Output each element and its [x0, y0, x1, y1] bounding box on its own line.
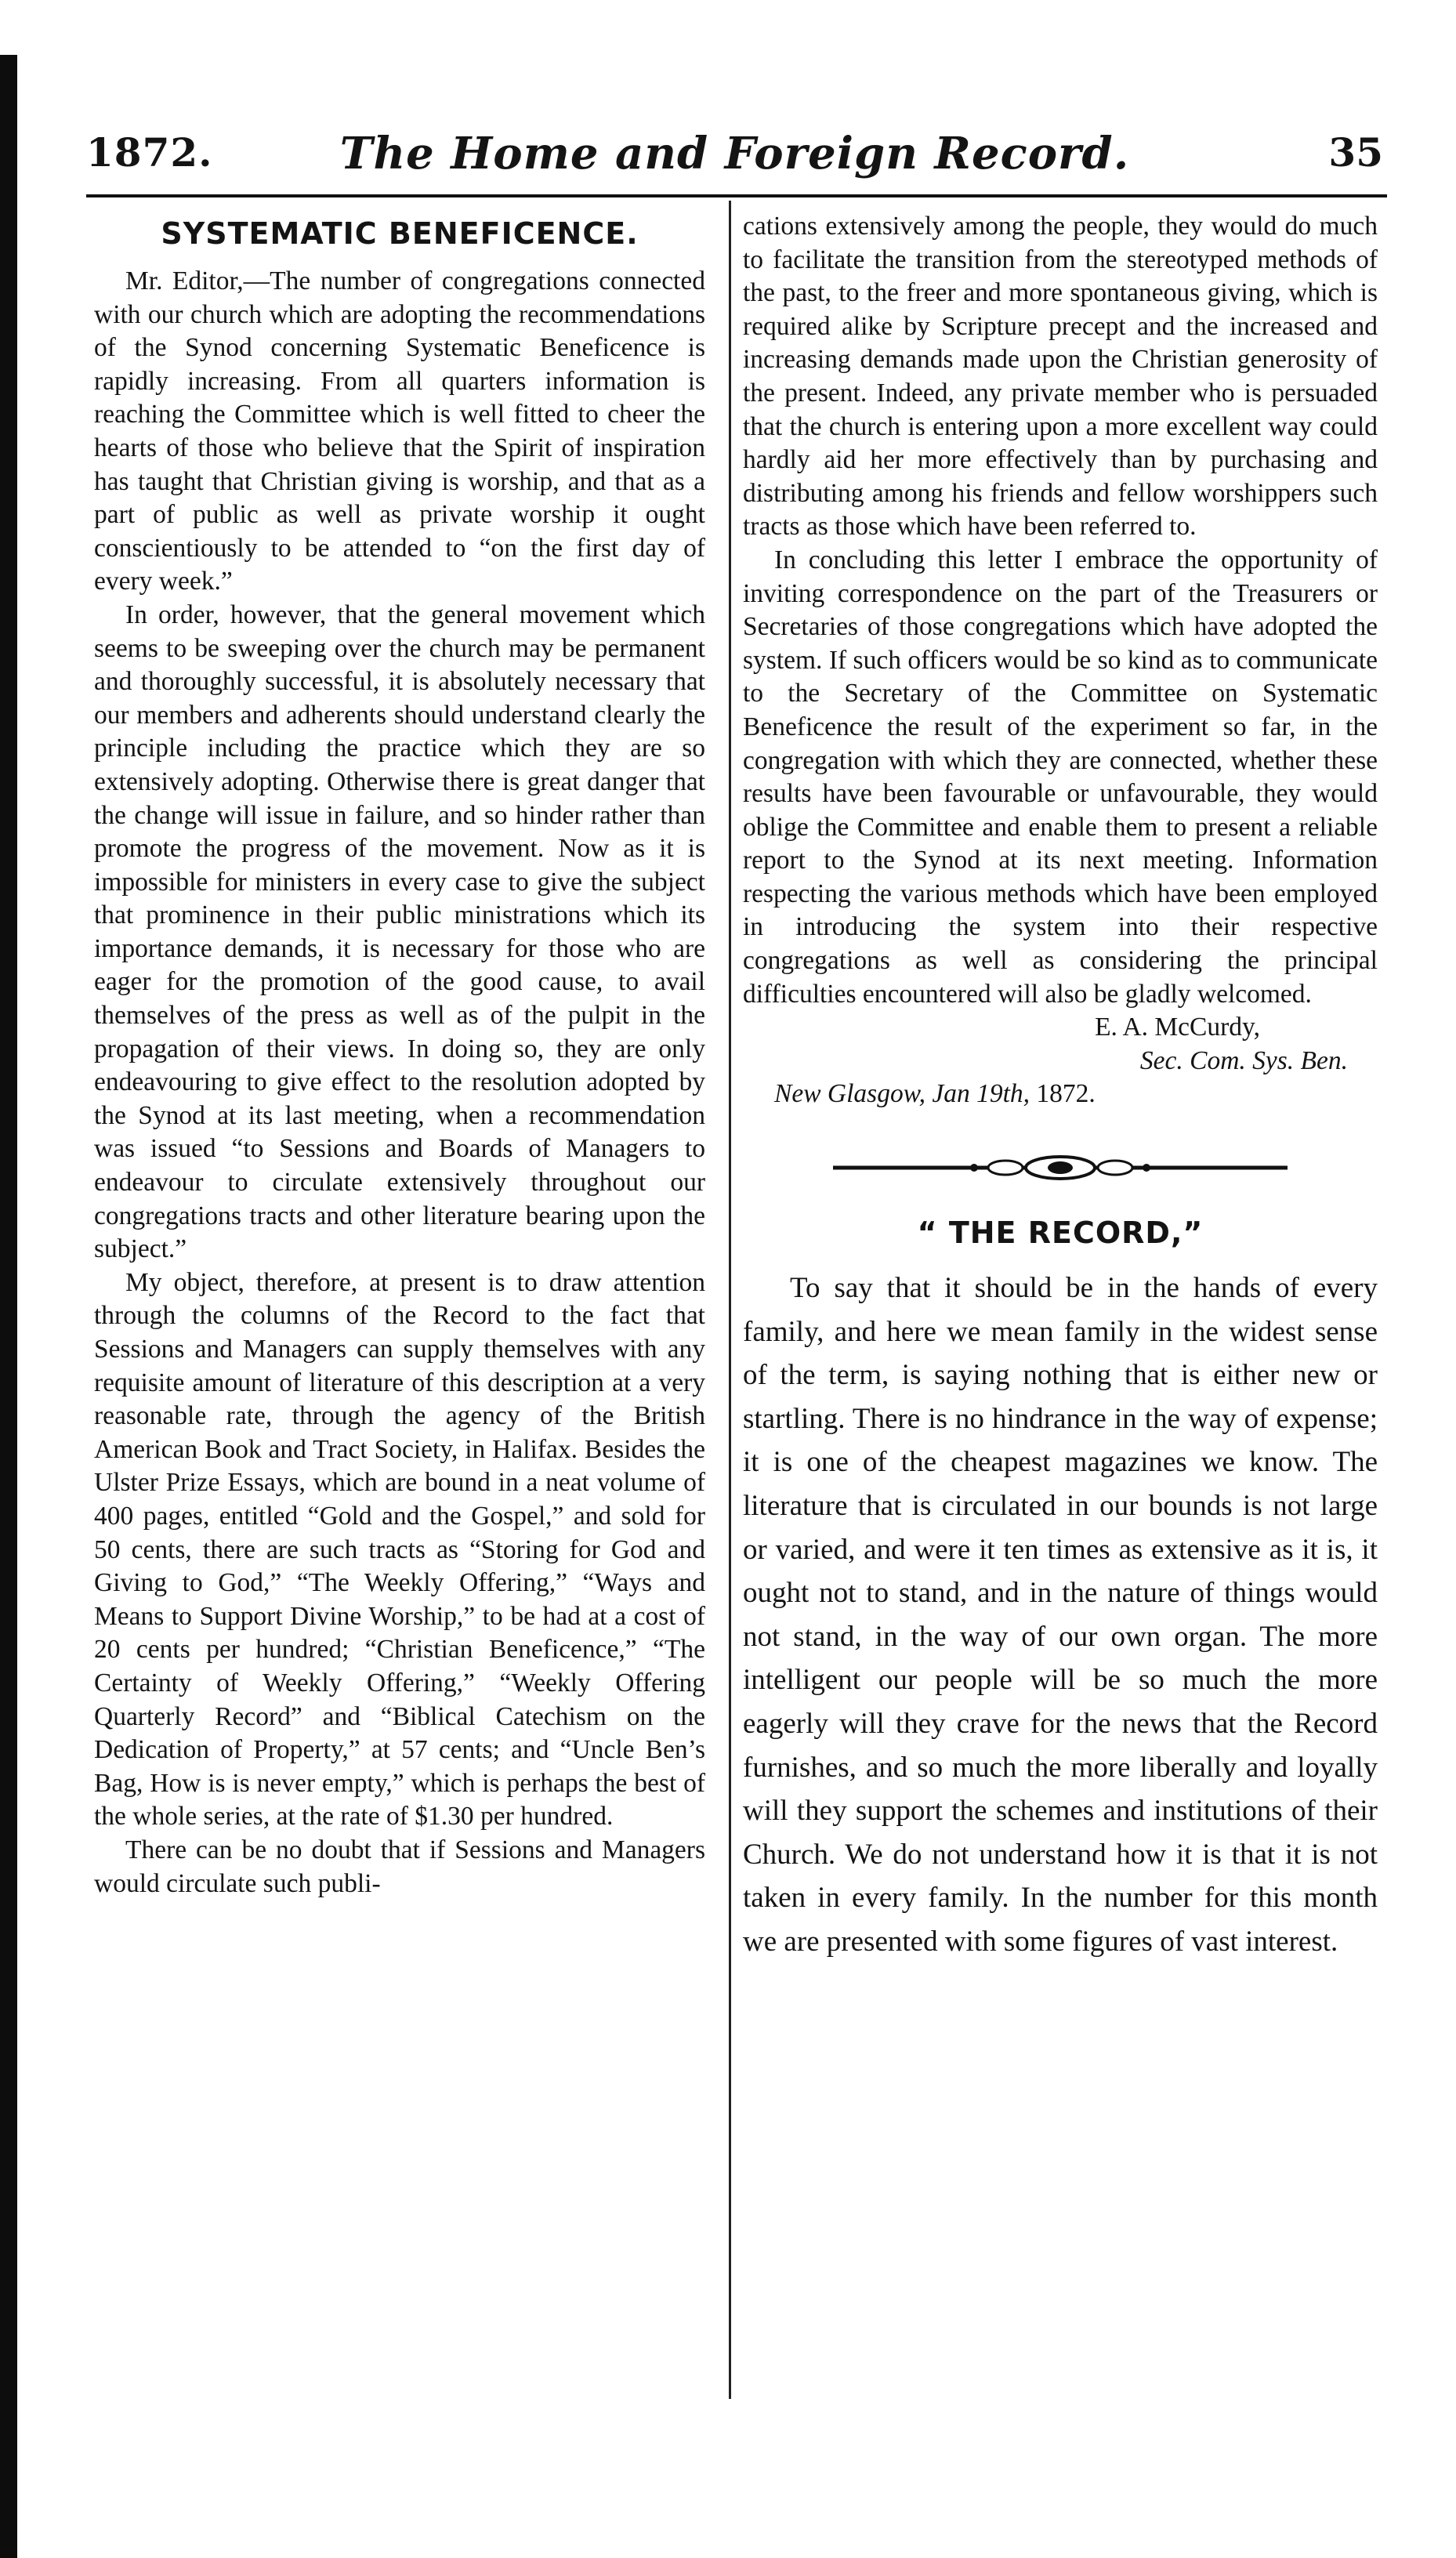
record-article-body	[743, 1266, 1378, 1964]
article-title: “ THE RECORD,”	[917, 1216, 1204, 1251]
column-divider	[729, 201, 731, 2399]
page-number: 35	[1328, 129, 1383, 176]
article-paragraph: My object, therefore, at present is to draw attention through the columns of the Record to the fact that Sessions and Managers can supply themselves with any requisite amount of literature of this description at a very reasonable rate, through the agency of the British American Book and Tract Society, in Halifax. Besides the Ulster Prize Essays, which are bound in a neat volume of 400 pages, entitled “Gold and the Gospel,” and sold for 50 cents, there are such tracts as “Storing for God and Giving to God,” “The Weekly Offering,” “Ways and Means to Support Divine Worship,” to be had at a cost of 20 cents per hundred; “Christian Beneficence,” “The Certainty of Weekly Offering,” “Weekly Offering Quarterly Record” and “Biblical Catechism on the Dedication of Property,” at 57 cents; and “Uncle Ben’s Bag, How is is never empty,” which is perhaps the best of the whole series, at the rate of $1.30 per hundred.	[94, 1267, 705, 1832]
binding-edge	[0, 55, 17, 2558]
header-rule	[86, 194, 1387, 197]
dateline-year: 1872.	[1036, 1079, 1096, 1109]
article-paragraph: In order, however, that the general movement which seems to be sweeping over the church may be permanent and thoroughly successful, it is absolutely necessary that our members and adherents should understand clearly the principle including the practice which they are so extensively adopting. Otherwise there is great danger that the change will issue in failure, and so hinder rather than promote the progress of the movement. Now as it is impossible for ministers in every case to give the subject that prominence in their public ministrations which its importance demands, it is necessary for those who are eager for the promotion of the good cause, to avail themselves of the press as well as of the pulpit in the propagation of their views. In doing so, they are only endeavouring to give effect to the resolution adopted by the Synod at its last meeting, when a recommendation was issued “to Sessions and Boards of Managers to endeavour to circulate extensively throughout our congregations tracts and other literature bearing upon the subject.”	[94, 600, 705, 1264]
signature-name: E. A. McCurdy,	[1095, 1013, 1260, 1042]
article-continuation: cations extensively among the people, they would do much to facilitate the transition from the stereotyped methods of the past, to the freer and more spontaneous giving, which is required alike by Scripture precept and the increased and increasing demands made upon the Christian generosity of the present. Indeed, any private member who is persuaded that the church is entering upon a more excellent way could hardly aid her more effectively than by purchasing and distributing among his friends and fellow worshippers such tracts as those which have been referred to.	[743, 212, 1378, 542]
dateline-place: New Glasgow, Jan 19th,	[774, 1079, 1030, 1109]
ornament-flourish	[833, 1152, 1288, 1183]
article-paragraph: To say that it should be in the hands of every family, and here we mean family in the widest sense of the term, is saying nothing that is either new or startling. There is no hindrance in the way of expense; it is one of the cheapest magazines we know. The literature that is circulated in our bounds is not large or varied, and were it ten times as extensive as it is, it ought not to stand, and in the nature of things would not stand, in the way of our own organ. The more intelligent our people will be so much the more eagerly will they crave for the news that the Record furnishes, and so much the more liberally and loyally will they support the schemes and institutions of their Church. We do not understand how it is that it is not taken in every family. In the number for this month we are presented with some figures of vast interest.	[743, 1272, 1378, 1958]
article-paragraph: Mr. Editor,—The number of congregations connected with our church which are adopting the recommendations of the Synod concerning Systematic Beneficence is rapidly increasing. From all quarters information is reaching the Committee which is well fitted to cheer the hearts of those who believe that the Spirit of inspiration has taught that Christian giving is worship, and that as a part of public as well as private worship it ought conscientiously to be attended to “on the first day of every week.”	[94, 266, 705, 596]
article-closing-paragraph: In concluding this letter I embrace the opportunity of inviting correspondence on the part of the Treasurers or Secretaries of those congregations which have adopted the system. If such officers would be so kind as to communicate to the Secretary of the Committee on Systematic Beneficence the result of the experiment so far, in the congregation with which they are connected, whether these results have been favourable or unfavourable, they would oblige the Committee and enable them to present a reliable report to the Synod at its next meeting. Information respecting the various methods which have been employed in introducing the system into their respective congregations as well as considering the principal difficulties encountered will also be gladly welcomed.	[743, 545, 1378, 1009]
article-paragraph: There can be no doubt that if Sessions and Managers would circulate such publi-	[94, 1835, 705, 1898]
dateline	[743, 1078, 1378, 1111]
left-column	[94, 210, 705, 1900]
signature-title: Sec. Com. Sys. Ben.	[1139, 1045, 1348, 1075]
right-column	[743, 210, 1378, 1964]
journal-title: The Home and Foreign Record.	[339, 128, 1130, 179]
page-header	[86, 129, 1383, 200]
article-title: SYSTEMATIC BENEFICENCE.	[161, 216, 639, 251]
header-year: 1872.	[86, 129, 213, 176]
section-ornament	[743, 1135, 1378, 1205]
